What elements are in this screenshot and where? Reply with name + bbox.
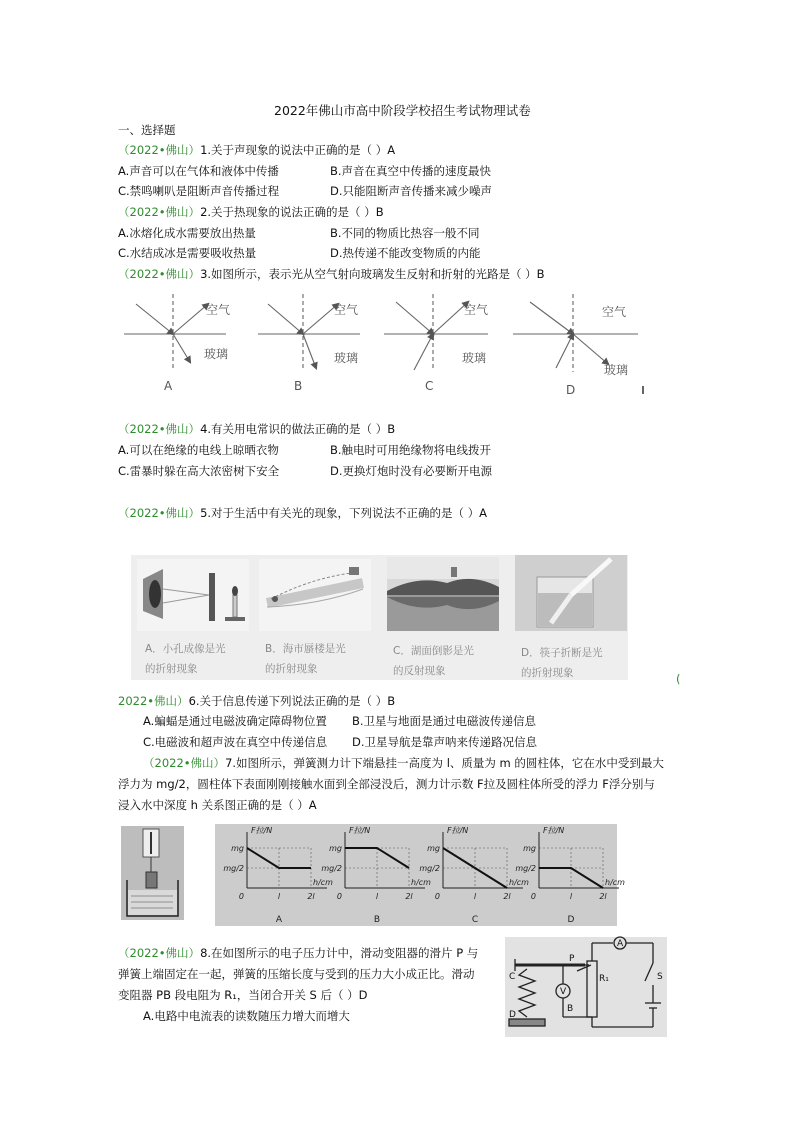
graph-origin-label: 0 [336,892,342,901]
question-6-option-c: C.电磁波和超声波在真空中传递信息 [143,735,328,749]
light-path-diagrams [118,288,648,400]
graph-label: C [471,915,479,925]
question-1-option-c: C.禁鸣喇叭是阻断声音传播过程 [118,184,280,198]
light-diagram-d-glass-label: 玻璃 [604,363,629,377]
question-7-text-1: 7.如图所示，弹簧测力计下端悬挂一高度为 l、质量为 m 的圆柱体，它在水中受到最大 [225,756,664,770]
question-6-source-tag: 2022•佛山） [118,694,189,708]
stray-bracket: ( [676,672,681,686]
pressure-gauge-circuit [505,937,667,1037]
graph-label: D [567,915,575,925]
graph-mg-tick: mg [231,844,244,853]
graph-mg-tick: mg [427,844,440,853]
question-8-option-a: A.电路中电流表的读数随压力增大而增大 [143,1009,350,1023]
question-3-text: 3.如图所示，表示光从空气射向玻璃发生反射和折射的光路是（ ）B [200,267,545,281]
light-diagram-d-air-label: 空气 [602,305,627,319]
graph-mg2-tick: mg/2 [223,864,244,873]
graph-mg2-tick: mg/2 [321,864,342,873]
circuit-label-p: P [569,954,575,964]
graph-label: A [275,915,283,925]
graph-mg2-tick: mg/2 [515,864,536,873]
question-2-option-d: D.热传递不能改变物质的内能 [330,246,481,260]
question-6-option-b: B.卫星与地面是通过电磁波传递信息 [352,714,537,728]
graph-y-label: F拉/N [251,826,273,835]
graph-origin-label: 0 [434,892,440,901]
lake-reflection-photo [387,557,499,631]
graph-origin-label: 0 [530,892,536,901]
graph-x-label: h/cm [411,878,431,887]
photo-caption-b-line1: B．海市蜃楼是光 [265,643,346,655]
graph-mg-tick: mg [523,844,536,853]
question-4-option-d: D.更换灯炮时没有必要断开电源 [330,464,493,478]
question-6-option-a: A.蝙蝠是通过电磁波确定障碍物位置 [143,714,327,728]
question-1-option-d: D.只能阻断声音传播来减少噪声 [330,184,493,198]
question-4-stem [118,421,395,437]
question-7-line1 [143,755,664,771]
graph-y-label: F拉/N [349,826,371,835]
circuit-label-voltmeter: V [560,987,567,997]
question-6-stem [118,693,395,709]
question-5-stem [118,505,487,521]
graph-2l-tick: 2l [307,892,315,901]
optics-photo-strip [131,555,628,680]
circuit-label-switch: S [657,972,663,982]
light-diagram-d-label: D [566,383,576,397]
circuit-label-d: D [509,1010,516,1020]
light-diagram-a-air-label: 空气 [206,303,231,317]
photo-caption-d-line1: D．筷子折断是光 [521,647,603,659]
light-diagram-b-label: B [294,379,303,393]
graph-mg-tick: mg [329,844,342,853]
question-2-source-tag: （2022•佛山） [118,205,201,219]
light-diagram-a-label: A [164,379,173,393]
question-6-option-d: D.卫星导航是靠声呐来传递路况信息 [352,735,538,749]
chopsticks-in-water-photo [515,555,627,631]
graph-l-tick: l [277,892,281,901]
question-1-option-a: A.声音可以在气体和液体中传播 [118,164,279,178]
light-diagram-c-glass-label: 玻璃 [462,351,487,365]
question-4-text: 4.有关用电常识的做法正确的是（ ）B [200,422,396,436]
mirage-illustration [259,559,371,631]
spring-scale-apparatus-photo [121,826,184,920]
question-7-line2: 浮力为 mg/2，圆柱体下表面刚刚接触水面到全部浸没后，测力计示数 F拉及圆柱体所受的浮力 F浮分别与 [118,777,655,791]
graph-2l-tick: 2l [503,892,511,901]
photo-caption-b [265,639,346,679]
question-1-source-tag: （2022•佛山） [118,143,201,157]
question-8-line3: 变阻器 PB 段电阻为 R₁，当闭合开关 S 后（ ）D [118,988,368,1002]
photo-caption-c-line2: 的反射现象 [393,665,446,677]
light-diagram-c-label: C [425,379,434,393]
graph-l-tick: l [375,892,379,901]
question-8-source-tag: （2022•佛山） [118,946,201,960]
question-7-source-tag: （2022•佛山） [143,756,226,770]
graph-y-label: F拉/N [447,826,469,835]
question-2-option-c: C.水结成冰是需要吸收热量 [118,246,257,260]
question-3-stem [118,266,545,282]
question-4-option-c: C.雷暴时躲在高大浓密树下安全 [118,464,280,478]
question-1-stem [118,142,395,158]
graph-x-label: h/cm [509,878,529,887]
circuit-label-b: B [567,1004,574,1014]
question-4-source-tag: （2022•佛山） [118,422,201,436]
question-5-text: 5.对于生活中有关光的现象，下列说法不正确的是（ ）A [200,506,488,520]
photo-caption-a-line2: 的折射现象 [145,663,198,675]
section-heading: 一、选择题 [118,123,176,137]
graph-x-label: h/cm [605,878,625,887]
photo-caption-d [521,643,603,683]
force-depth-graphs [215,824,625,926]
graph-label: B [373,915,381,925]
graph-l-tick: l [473,892,477,901]
question-2-text: 2.关于热现象的说法正确的是（ ）B [200,205,384,219]
photo-caption-c-line1: C．湖面倒影是光 [393,645,474,657]
photo-caption-b-line2: 的折射现象 [265,663,318,675]
question-4-option-a: A.可以在绝缘的电线上晾晒衣物 [118,443,279,457]
page-title: 2022年佛山市高中阶段学校招生考试物理试卷 [274,103,531,118]
graph-mg2-tick: mg/2 [419,864,440,873]
graph-y-label: F拉/N [543,826,565,835]
graph-origin-label: 0 [238,892,244,901]
light-diagram-a-glass-label: 玻璃 [204,347,229,361]
question-1-text: 1.关于声现象的说法中正确的是（ ）A [200,143,396,157]
question-3-source-tag: （2022•佛山） [118,267,201,281]
graph-2l-tick: 2l [405,892,413,901]
question-2-option-a: A.冰熔化成水需要放出热量 [118,226,256,240]
pinhole-camera-illustration [137,559,249,631]
question-1-option-b: B.声音在真空中传播的速度最快 [330,164,492,178]
circuit-label-c: C [509,972,516,982]
circuit-label-r1: R₁ [599,974,609,984]
graph-2l-tick: 2l [599,892,607,901]
question-2-option-b: B.不同的物质比热容一般不同 [330,226,480,240]
question-7-line3: 浸入水中深度 h 关系图正确的是（ ）A [118,798,317,812]
question-6-text: 6.关于信息传递下列说法正确的是（ ）B [188,694,396,708]
question-5-source-tag: （2022•佛山） [118,506,201,520]
photo-caption-c [393,641,474,681]
question-4-option-b: B.触电时可用绝缘物将电线拨开 [330,443,492,457]
graph-x-label: h/cm [313,878,333,887]
graph-l-tick: l [569,892,573,901]
question-8-line1 [118,945,478,961]
photo-caption-d-line2: 的折射现象 [521,667,574,679]
photo-caption-a [145,639,226,679]
circuit-label-ammeter: A [617,939,624,949]
question-2-stem [118,204,384,220]
photo-caption-a-line1: A．小孔成像是光 [145,643,226,655]
light-diagram-b-air-label: 空气 [334,303,359,317]
question-8-text-1: 8.在如图所示的电子压力计中，滑动变阻器的滑片 P 与 [200,946,479,960]
question-8-line2: 弹簧上端固定在一起，弹簧的压缩长度与受到的压力大小成正比。滑动 [118,967,475,981]
light-diagram-c-air-label: 空气 [464,303,489,317]
light-diagram-b-glass-label: 玻璃 [334,351,359,365]
